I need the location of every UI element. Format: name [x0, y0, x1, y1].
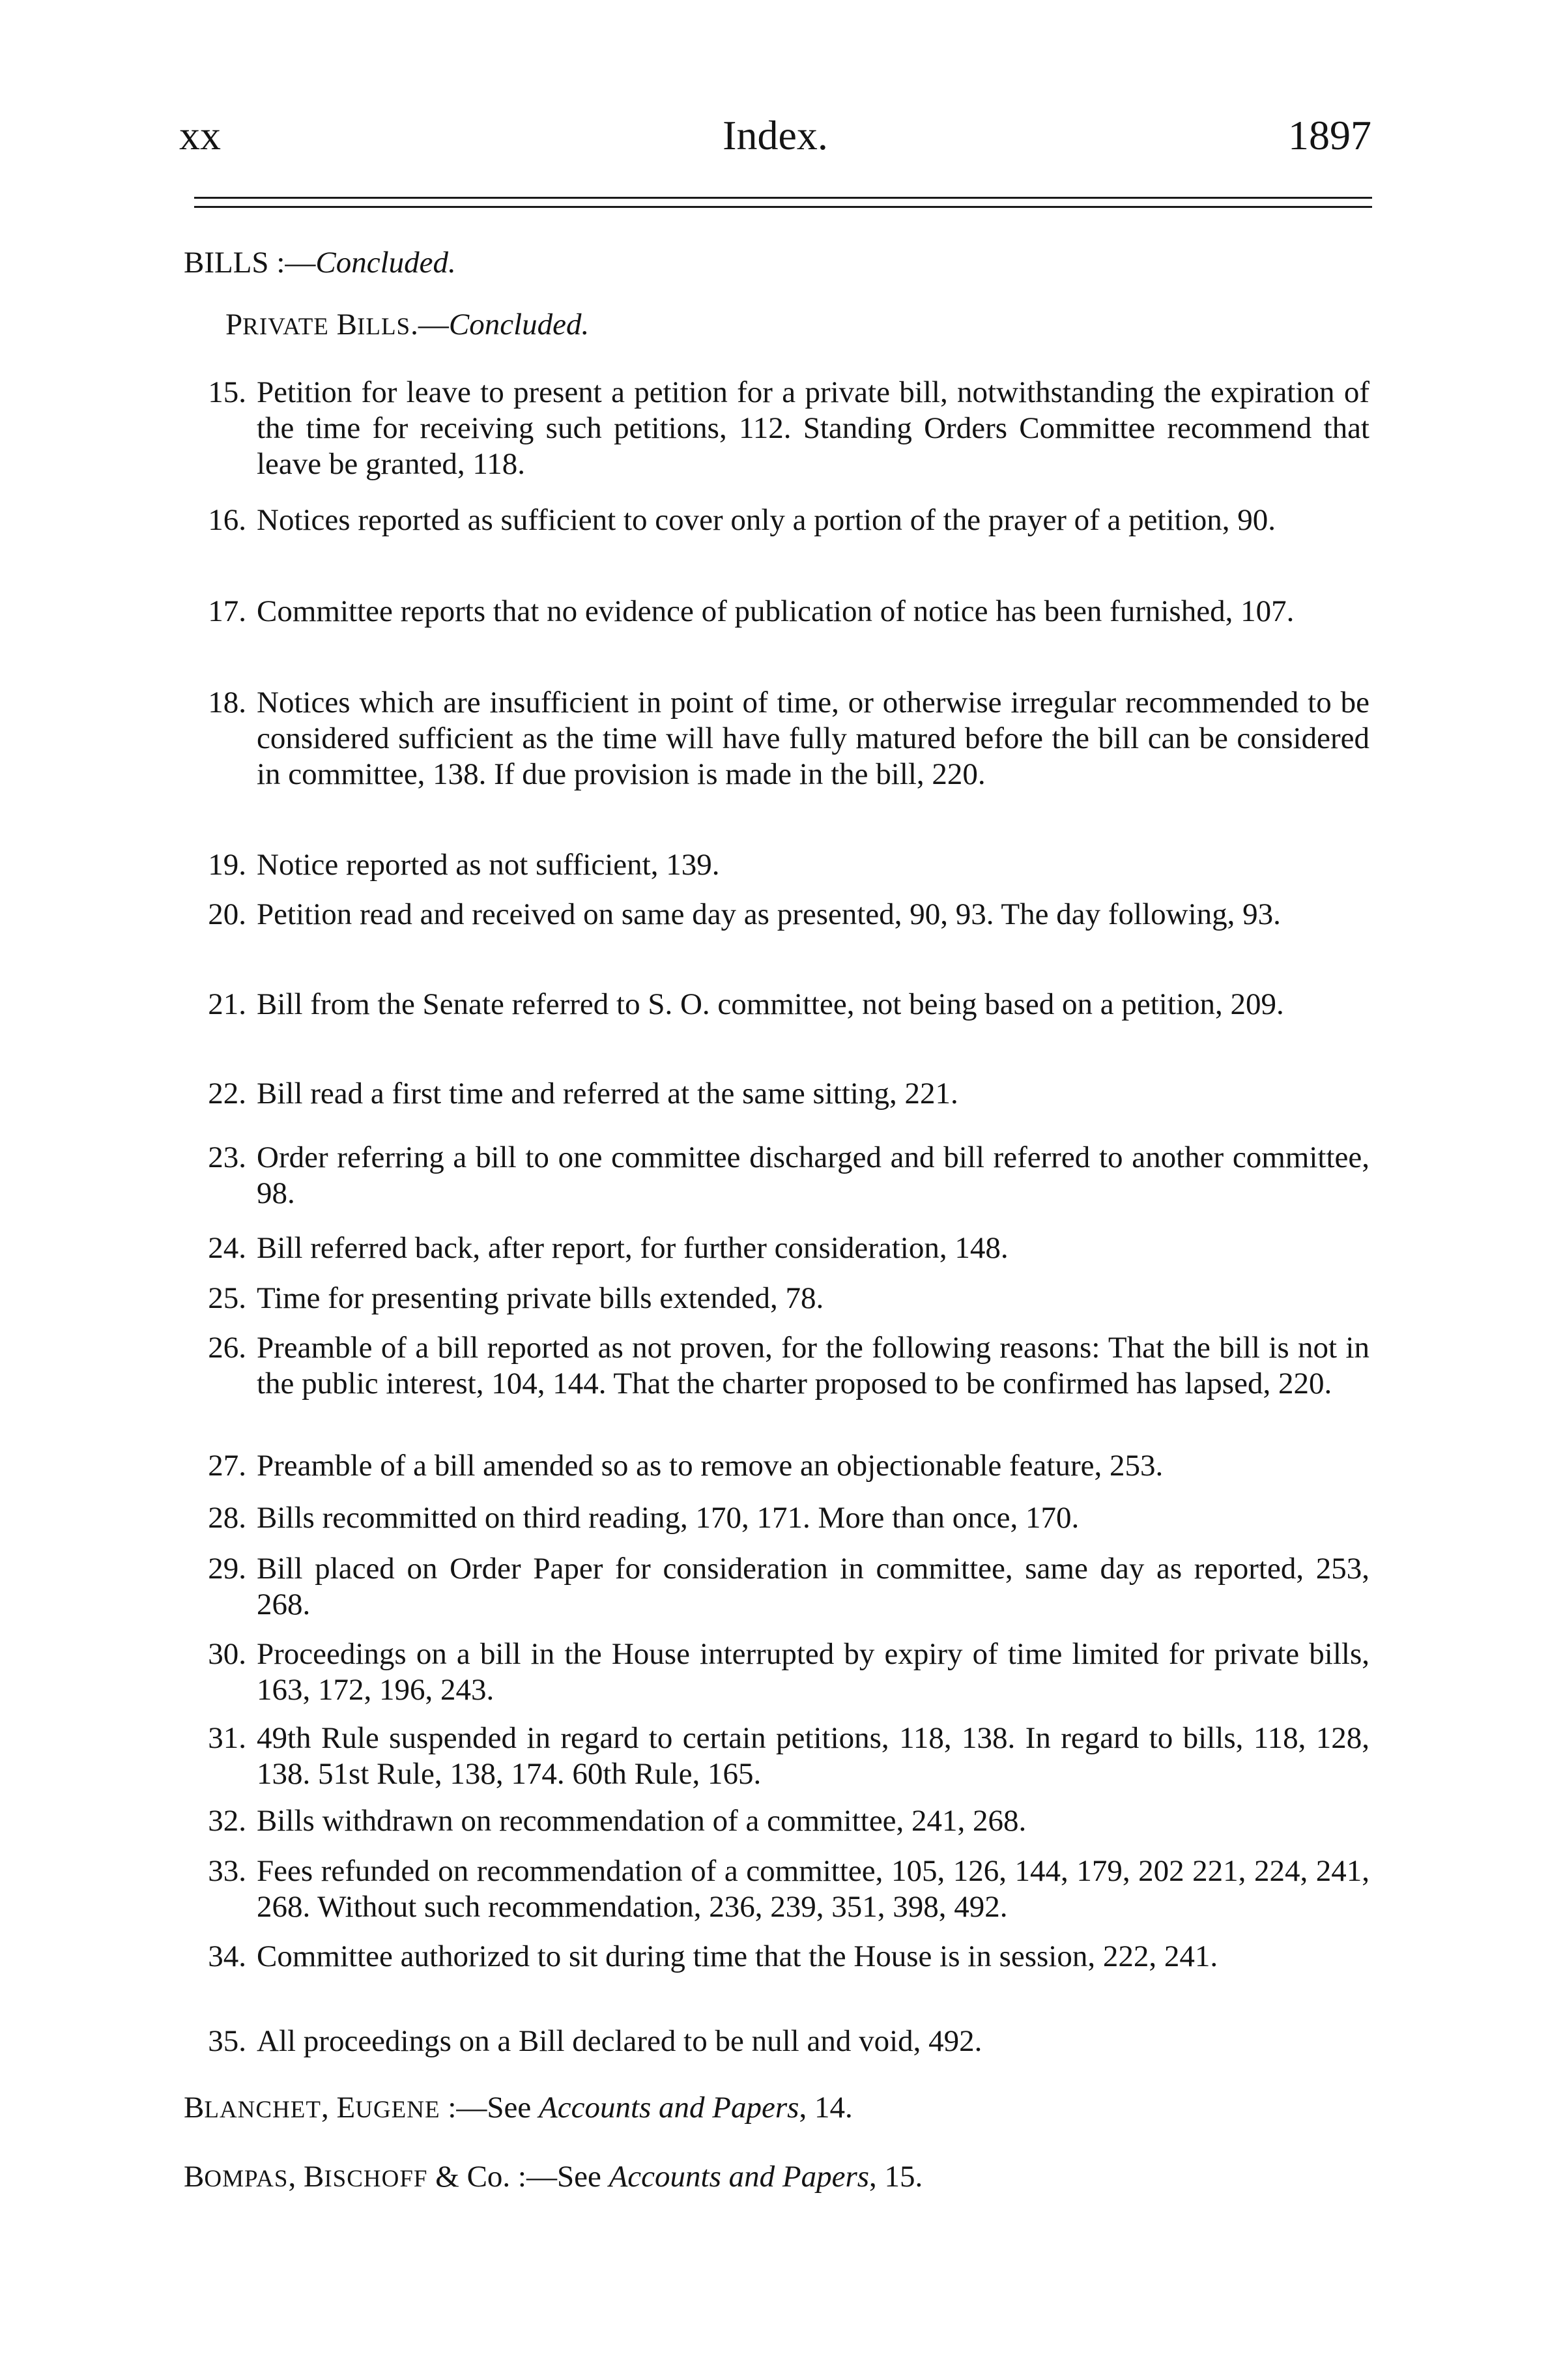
entry-text: Notices reported as sufficient to cover only a portion of the prayer of a petition, 90. [257, 503, 1276, 537]
ref-name-rest2: ISCHOFF [324, 2166, 428, 2192]
header-rule-top [194, 197, 1372, 199]
index-entry [184, 1636, 1369, 1708]
ref-tail: , 15. [869, 2160, 923, 2194]
entry-number: 28. [208, 1501, 246, 1535]
entry-number: 23. [208, 1140, 246, 1174]
ref-see: & Co. :—See [427, 2160, 609, 2194]
entry-text: Bills withdrawn on recommendation of a committee, 241, 268. [257, 1804, 1027, 1838]
index-entry [184, 1803, 1369, 1839]
index-entry [184, 1853, 1369, 1925]
index-entry [184, 847, 1369, 883]
page-header [179, 109, 1371, 162]
entry-text: Fees refunded on recommendation of a committee, 105, 126, 144, 179, 202 221, 224, 241, 268. Without such recommendation, 236, 239, 351, 398, 492. [257, 1854, 1369, 1924]
entry-text: Bill placed on Order Paper for consideration in committee, same day as reported, 253, 268. [257, 1552, 1369, 1621]
entry-text: Order referring a bill to one committee discharged and bill referred to another committee, 98. [257, 1140, 1369, 1210]
entry-text: Time for presenting private bills extended, 78. [257, 1281, 824, 1315]
entry-number: 34. [208, 1939, 246, 1973]
index-entry [184, 594, 1369, 630]
entry-number: 25. [208, 1281, 246, 1315]
entry-text: Bill from the Senate referred to S. O. committee, not being based on a petition, 209. [257, 987, 1284, 1021]
index-entry [184, 375, 1369, 482]
ref-name-rest: OMPAS [204, 2166, 289, 2192]
index-entry [184, 897, 1369, 933]
entry-text: Preamble of a bill amended so as to remove an objectionable feature, 253. [257, 1449, 1164, 1483]
cross-reference [184, 2158, 923, 2198]
index-entry [184, 1720, 1369, 1792]
entry-text: All proceedings on a Bill declared to be null and void, 492. [257, 2024, 982, 2058]
entry-text: Committee authorized to sit during time that the House is in session, 222, 241. [257, 1939, 1218, 1973]
subhead-rivate: RIVATE [242, 313, 329, 340]
section-title-sep: :— [268, 246, 316, 280]
index-entry [184, 1500, 1369, 1536]
entry-number: 33. [208, 1854, 246, 1888]
cross-reference [184, 2089, 853, 2128]
index-entry [184, 1551, 1369, 1623]
header-rule-bottom [194, 206, 1372, 208]
entry-text: Notices which are insufficient in point of time, or otherwise irregular recommended to be considered sufficient as the time will have fully matured before the bill can be considered in committee, 138. If due provision is made in the bill, 220. [257, 686, 1369, 791]
ref-tail: , 14. [799, 2091, 853, 2125]
subhead-b: B [328, 308, 358, 341]
index-entry [184, 987, 1369, 1023]
entry-text: Bill read a first time and referred at the same sitting, 221. [257, 1077, 958, 1110]
subhead-concluded: Concluded. [448, 308, 590, 341]
entry-number: 32. [208, 1804, 246, 1838]
entry-text: 49th Rule suspended in regard to certain petitions, 118, 138. In regard to bills, 118, 128, 138. 51st Rule, 138, 174. 60th Rule, 165. [257, 1721, 1369, 1791]
subhead-dash: .— [410, 308, 449, 341]
entry-number: 20. [208, 897, 246, 931]
entry-text: Preamble of a bill reported as not proven, for the following reasons: That the bill is not in the public interest, 104, 144. That the charter proposed to be confirmed has lapsed, 220. [257, 1331, 1369, 1400]
index-entry [184, 1076, 1369, 1112]
page-number: xx [179, 112, 221, 158]
index-entry [184, 1448, 1369, 1484]
entry-number: 30. [208, 1637, 246, 1671]
ref-name-rest2: UGENE [355, 2097, 440, 2123]
index-entry [184, 502, 1369, 538]
index-entry [184, 1281, 1369, 1316]
entry-number: 26. [208, 1331, 246, 1365]
entry-number: 15. [208, 375, 246, 409]
entry-text: Committee reports that no evidence of publication of notice has been furnished, 107. [257, 594, 1295, 628]
index-entry [184, 685, 1369, 792]
ref-name-sep: , B [288, 2160, 324, 2194]
subhead-p: P [225, 308, 243, 341]
index-entry [184, 1330, 1369, 1402]
ref-name-sep: , E [321, 2091, 356, 2125]
entry-text: Bill referred back, after report, for further consideration, 148. [257, 1231, 1009, 1265]
ref-name-rest: LANCHET [204, 2097, 322, 2123]
ref-target: Accounts and Papers [609, 2160, 870, 2194]
ref-target: Accounts and Papers [539, 2091, 799, 2125]
entry-number: 35. [208, 2024, 246, 2058]
entry-number: 17. [208, 594, 246, 628]
section-title: BILLS [184, 246, 269, 280]
header-year: 1897 [1288, 112, 1371, 158]
entry-number: 29. [208, 1552, 246, 1586]
index-entry [184, 1939, 1369, 1975]
entry-number: 22. [208, 1077, 246, 1110]
entry-text: Bills recommitted on third reading, 170, 171. More than once, 170. [257, 1501, 1080, 1535]
index-entry [184, 1140, 1369, 1212]
section-title-concluded: Concluded. [315, 246, 456, 280]
ref-name-initial: B [184, 2091, 205, 2125]
section-heading [184, 244, 456, 281]
entry-text: Petition for leave to present a petition for a private bill, notwithstanding the expiration of the time for receiving such petitions, 112. Standing Orders Committee recommend that leave be granted, 118. [257, 375, 1369, 481]
ref-see: :—See [440, 2091, 539, 2125]
entry-number: 21. [208, 987, 246, 1021]
running-title: Index. [723, 112, 828, 158]
entry-text: Proceedings on a bill in the House interrupted by expiry of time limited for private bills, 163, 172, 196, 243. [257, 1637, 1369, 1707]
subsection-heading [225, 306, 589, 345]
index-entry [184, 2024, 1369, 2059]
entry-number: 27. [208, 1449, 246, 1483]
ref-name-initial: B [184, 2160, 205, 2194]
subhead-ills: ILLS [357, 313, 411, 340]
entry-number: 31. [208, 1721, 246, 1755]
index-entry [184, 1230, 1369, 1266]
entry-number: 16. [208, 503, 246, 537]
entry-number: 18. [208, 686, 246, 719]
entry-text: Petition read and received on same day as presented, 90, 93. The day following, 93. [257, 897, 1281, 931]
entry-number: 24. [208, 1231, 246, 1265]
entry-text: Notice reported as not sufficient, 139. [257, 848, 720, 882]
entry-number: 19. [208, 848, 246, 882]
